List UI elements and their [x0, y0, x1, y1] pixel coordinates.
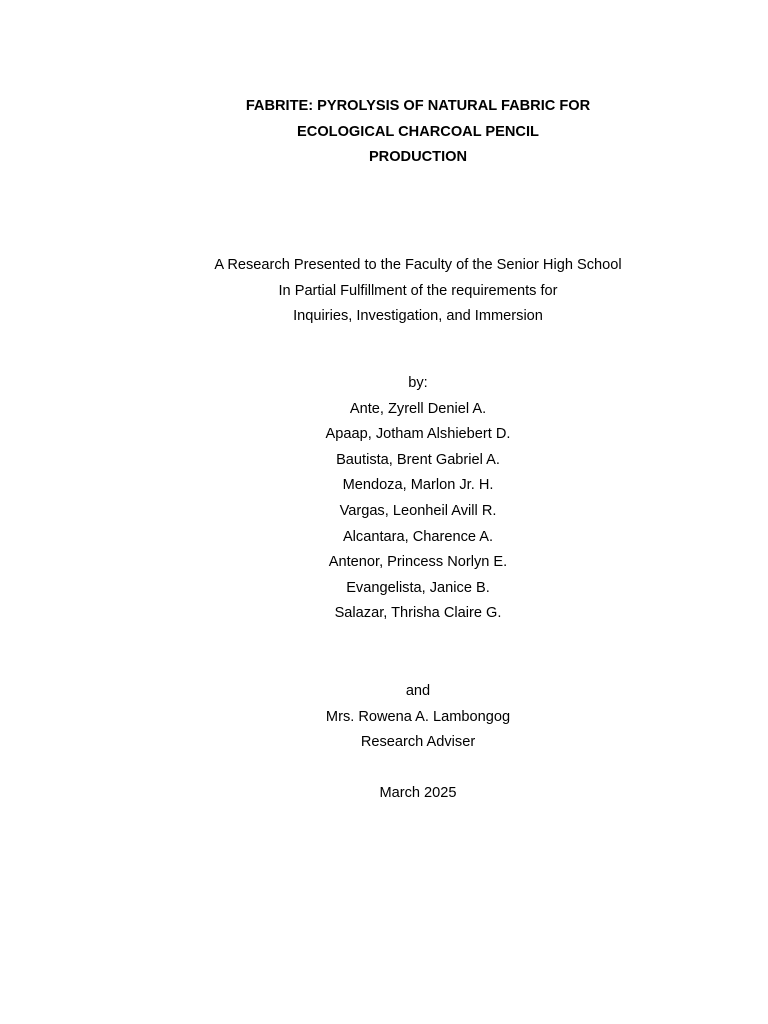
author-name: Salazar, Thrisha Claire G. [334, 605, 502, 622]
author-name: Alcantara, Charence A. [342, 528, 494, 545]
author-name: Vargas, Leonheil Avill R. [339, 502, 497, 519]
purpose-statement [118, 253, 718, 330]
document-date-block [118, 781, 718, 807]
author-name: Antenor, Princess Norlyn E. [328, 554, 508, 571]
title-line: FABRITE: PYROLYSIS OF NATURAL FABRIC FOR [245, 98, 591, 114]
adviser-role: Research Adviser [360, 734, 476, 751]
author-name: Mendoza, Marlon Jr. H. [342, 477, 494, 494]
document-title [118, 94, 718, 171]
document-date: March 2025 [379, 785, 457, 801]
title-line: ECOLOGICAL CHARCOAL PENCIL [297, 123, 539, 140]
author-name: Apaap, Jotham Alshiebert D. [325, 426, 511, 443]
author-list [118, 371, 718, 627]
adviser-block [118, 679, 718, 756]
purpose-line: Inquiries, Investigation, and Immersion [293, 308, 543, 325]
and-label: and [405, 683, 431, 699]
title-line: PRODUCTION [368, 149, 468, 166]
author-name: Bautista, Brent Gabriel A. [336, 451, 500, 468]
author-name: Ante, Zyrell Deniel A. [349, 400, 487, 417]
author-name: Evangelista, Janice B. [346, 579, 490, 596]
purpose-line: A Research Presented to the Faculty of the Senior High School [214, 257, 622, 273]
purpose-line: In Partial Fulfillment of the requirements for [278, 282, 558, 299]
adviser-name: Mrs. Rowena A. Lambongog [325, 708, 511, 725]
by-label: by: [408, 375, 428, 391]
